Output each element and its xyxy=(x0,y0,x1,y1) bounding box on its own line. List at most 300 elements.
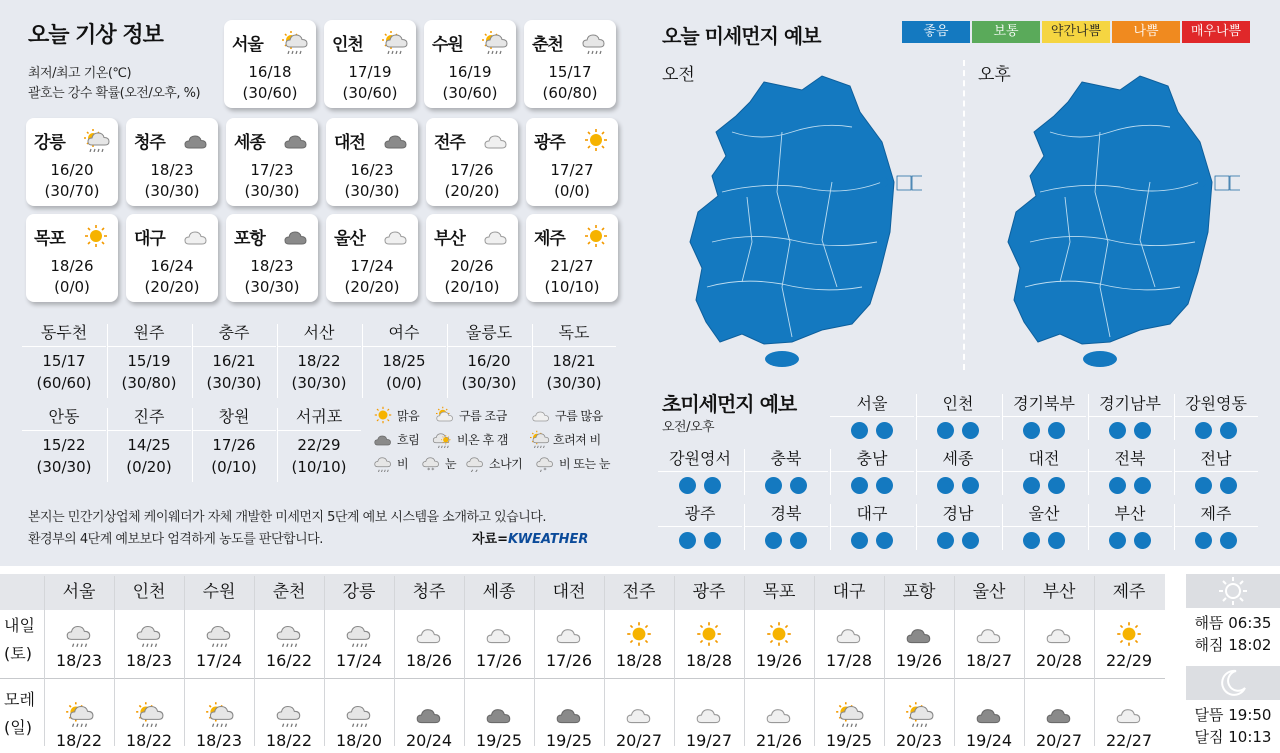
sun-cloud-rain-icon xyxy=(184,699,254,729)
city-name: 독도 xyxy=(532,322,616,347)
cloud-icon xyxy=(1094,699,1164,729)
city-name: 여수 xyxy=(362,322,446,347)
pm-level-dot xyxy=(704,532,721,549)
cloud-dark-icon xyxy=(182,128,210,152)
city-name: 창원 xyxy=(192,406,276,431)
rain-icon xyxy=(44,619,114,649)
city-temps: 18/23 (30/30) xyxy=(244,257,300,296)
col-divider xyxy=(394,576,395,746)
forecast-col-전주 xyxy=(604,572,674,753)
am-level-dot xyxy=(1023,477,1040,494)
sunrise: 해뜸 06:35 xyxy=(1194,614,1272,632)
am-level-dot xyxy=(1023,532,1040,549)
pm-region-강원영동 xyxy=(1174,392,1258,439)
col-divider xyxy=(744,576,745,746)
rain-icon xyxy=(324,619,394,649)
city-name: 수원 xyxy=(202,582,236,602)
dayafter-temp: 18/20 xyxy=(335,731,383,750)
city-temps: 20/26 (20/10) xyxy=(444,257,500,296)
cell-divider xyxy=(192,324,193,398)
cell-divider xyxy=(830,449,831,495)
city-cell-독도 xyxy=(532,322,616,394)
pm-region-울산 xyxy=(1002,502,1086,549)
cloud-icon xyxy=(604,699,674,729)
am-level-dot xyxy=(851,422,868,439)
cell-divider xyxy=(1174,394,1175,440)
city-name: 대구 xyxy=(832,582,866,602)
city-card-서울 xyxy=(224,20,316,108)
svg-text:* *: * * xyxy=(427,467,435,472)
temp-note: 최저/최고 기온(℃) xyxy=(28,66,132,81)
city-temps: 16/20 (30/30) xyxy=(461,352,517,392)
region-name: 울산 xyxy=(1002,502,1086,527)
pm-region-경남 xyxy=(916,502,1000,549)
sun-cloud-rain-icon xyxy=(884,699,954,729)
city-name: 수원 xyxy=(432,35,463,55)
city-temps: 17/24 (20/20) xyxy=(344,257,400,296)
legend-label: 비 또는 눈 xyxy=(559,456,610,471)
dayafter-temp: 19/24 xyxy=(965,731,1013,750)
region-name: 경남 xyxy=(916,502,1000,527)
city-name: 목포 xyxy=(762,582,796,602)
city-name: 광주 xyxy=(534,133,565,153)
legend-rain xyxy=(372,454,408,472)
region-name: 전남 xyxy=(1174,447,1258,472)
region-name: 경북 xyxy=(744,502,828,527)
region-name: 전북 xyxy=(1088,447,1172,472)
city-name: 서귀포 xyxy=(277,406,361,431)
dust-level-4: 매우나쁨 xyxy=(1182,21,1250,43)
cloud-dark-icon xyxy=(884,619,954,649)
city-temps: 16/24 (20/20) xyxy=(144,257,200,296)
cloud-dark-icon xyxy=(954,699,1024,729)
tomorrow-temp: 18/28 xyxy=(615,651,663,670)
rain-icon xyxy=(114,619,184,649)
city-card-세종 xyxy=(226,118,318,206)
region-name: 경기북부 xyxy=(1002,392,1086,417)
city-name: 진주 xyxy=(107,406,191,431)
dayafter-temp: 19/25 xyxy=(545,731,593,750)
city-card-수원 xyxy=(424,20,516,108)
city-temps: 15/17 (60/80) xyxy=(542,63,598,102)
tomorrow-label: 내일 (토) xyxy=(4,616,35,663)
pm-region-인천 xyxy=(916,392,1000,439)
dust-title: 오늘 미세먼지 예보 xyxy=(662,24,821,48)
cell-divider xyxy=(916,504,917,550)
cloud-icon xyxy=(534,619,604,649)
pm-level-dot xyxy=(1220,422,1237,439)
legend-label: 구름 많음 xyxy=(555,408,603,423)
legend-label: 소나기 xyxy=(489,456,523,471)
sun-cloud-rain-icon xyxy=(814,699,884,729)
pm-level-dot xyxy=(876,422,893,439)
dayafter-temp: 19/25 xyxy=(825,731,873,750)
sun-cloud-rain-icon xyxy=(44,699,114,729)
city-name: 대구 xyxy=(134,229,165,249)
cell-divider xyxy=(447,324,448,398)
dust-level-0: 좋음 xyxy=(902,21,970,43)
tomorrow-temp: 18/28 xyxy=(685,651,733,670)
forecast-col-대구 xyxy=(814,572,884,753)
sun-cloud-rain-icon xyxy=(114,699,184,729)
rain-icon xyxy=(580,30,608,54)
forecast-col-수원 xyxy=(184,572,254,753)
city-name: 세종 xyxy=(482,582,516,602)
sun-icon xyxy=(1094,619,1164,649)
cloud-icon xyxy=(482,224,510,248)
dayafter-temp: 22/27 xyxy=(1105,731,1153,750)
city-name: 동두천 xyxy=(22,322,106,347)
map-divider xyxy=(963,60,965,370)
source-credit xyxy=(472,528,588,547)
city-temps: 18/21 (30/30) xyxy=(546,352,602,392)
city-card-목포 xyxy=(26,214,118,302)
pm-region-전북 xyxy=(1088,447,1172,494)
city-name: 전주 xyxy=(434,133,465,153)
pm-level-dot xyxy=(1048,532,1065,549)
pm-level-dot xyxy=(1134,422,1151,439)
cell-divider xyxy=(744,449,745,495)
pm-region-강원영서 xyxy=(658,447,742,494)
city-cell-울릉도 xyxy=(447,322,531,394)
am-level-dot xyxy=(679,477,696,494)
col-divider xyxy=(254,576,255,746)
korea-map-am xyxy=(672,72,922,382)
pm-label: 오후 xyxy=(978,65,1011,85)
forecast-panel xyxy=(0,566,1280,748)
city-name: 전주 xyxy=(622,582,656,602)
pm-region-대전 xyxy=(1002,447,1086,494)
forecast-col-청주 xyxy=(394,572,464,753)
region-name: 강원영서 xyxy=(658,447,742,472)
cell-divider xyxy=(1002,394,1003,440)
kweather-logo: KWEATHER xyxy=(508,532,589,547)
dayafter-temp: 19/25 xyxy=(475,731,523,750)
am-level-dot xyxy=(937,422,954,439)
dayafter-temp: 18/22 xyxy=(55,731,103,750)
region-name: 세종 xyxy=(916,447,1000,472)
pm-level-dot xyxy=(876,477,893,494)
city-temps: 18/26 (0/0) xyxy=(50,257,94,296)
region-name: 충북 xyxy=(744,447,828,472)
dust-level-1: 보통 xyxy=(972,21,1040,43)
city-name: 원주 xyxy=(107,322,191,347)
pm-region-세종 xyxy=(916,447,1000,494)
pm-level-dot xyxy=(1134,477,1151,494)
tomorrow-temp: 17/28 xyxy=(825,651,873,670)
city-name: 제주 xyxy=(534,229,565,249)
city-name: 강릉 xyxy=(34,133,65,153)
city-name: 부산 xyxy=(434,229,465,249)
col-divider xyxy=(884,576,885,746)
region-name: 충남 xyxy=(830,447,914,472)
col-divider xyxy=(674,576,675,746)
forecast-col-울산 xyxy=(954,572,1024,753)
am-level-dot xyxy=(679,532,696,549)
am-level-dot xyxy=(1195,422,1212,439)
pm-level-dot xyxy=(704,477,721,494)
rain-icon xyxy=(324,699,394,729)
source-label: 자료= xyxy=(472,532,509,547)
am-level-dot xyxy=(1109,477,1126,494)
footnote-line2: 환경부의 4단계 예보보다 엄격하게 농도를 판단합니다. xyxy=(28,532,323,547)
city-temps: 18/25 (0/0) xyxy=(382,352,426,392)
city-name: 대전 xyxy=(552,582,586,602)
dust-level-3: 나쁨 xyxy=(1112,21,1180,43)
city-name: 포항 xyxy=(902,582,936,602)
cell-divider xyxy=(1174,449,1175,495)
legend-label: 구름 조금 xyxy=(459,408,507,423)
city-card-제주 xyxy=(526,214,618,302)
col-divider xyxy=(324,576,325,746)
city-name: 춘천 xyxy=(272,582,306,602)
forecast-col-목포 xyxy=(744,572,814,753)
col-divider xyxy=(114,576,115,746)
city-temps: 18/23 (30/30) xyxy=(144,161,200,200)
pm-region-충남 xyxy=(830,447,914,494)
cell-divider xyxy=(916,394,917,440)
moon-times xyxy=(1186,666,1280,748)
cloud-dark-icon xyxy=(282,224,310,248)
city-name: 세종 xyxy=(234,133,265,153)
city-card-부산 xyxy=(426,214,518,302)
rain-icon xyxy=(254,619,324,649)
cell-divider xyxy=(830,504,831,550)
city-card-대전 xyxy=(326,118,418,206)
tomorrow-temp: 16/22 xyxy=(265,651,313,670)
region-name: 서울 xyxy=(830,392,914,417)
pm-level-dot xyxy=(790,532,807,549)
cell-divider xyxy=(744,504,745,550)
cloud-dark-icon xyxy=(1024,699,1094,729)
legend-sun-cloud-rain xyxy=(528,430,601,448)
cell-divider xyxy=(1002,449,1003,495)
region-name: 부산 xyxy=(1088,502,1172,527)
sun-icon xyxy=(674,619,744,649)
pm-region-전남 xyxy=(1174,447,1258,494)
cell-divider xyxy=(1088,504,1089,550)
city-temps: 17/19 (30/60) xyxy=(342,63,398,102)
am-level-dot xyxy=(1109,532,1126,549)
sunset: 해짐 18:02 xyxy=(1194,636,1272,654)
pm-region-경기북부 xyxy=(1002,392,1086,439)
forecast-col-세종 xyxy=(464,572,534,753)
forecast-col-춘천 xyxy=(254,572,324,753)
cloud-icon xyxy=(814,619,884,649)
tomorrow-temp: 17/26 xyxy=(545,651,593,670)
forecast-col-광주 xyxy=(674,572,744,753)
cloud-icon xyxy=(744,699,814,729)
forecast-col-서울 xyxy=(44,572,114,753)
forecast-col-부산 xyxy=(1024,572,1094,753)
sun-icon xyxy=(744,619,814,649)
pm-region-부산 xyxy=(1088,502,1172,549)
pm-level-dot xyxy=(962,477,979,494)
city-name: 울산 xyxy=(972,582,1006,602)
tomorrow-temp: 18/27 xyxy=(965,651,1013,670)
am-level-dot xyxy=(765,477,782,494)
legend-cloud xyxy=(530,406,603,424)
region-name: 경기남부 xyxy=(1088,392,1172,417)
pm-level-dot xyxy=(1048,422,1065,439)
pm-level-dot xyxy=(1220,477,1237,494)
am-label: 오전 xyxy=(662,65,695,85)
dayafter-temp: 18/22 xyxy=(125,731,173,750)
cloud-dark-icon xyxy=(394,699,464,729)
korea-map-pm xyxy=(990,72,1240,382)
city-cell-창원 xyxy=(192,406,276,478)
city-name: 제주 xyxy=(1112,582,1146,602)
cell-divider xyxy=(1088,449,1089,495)
city-temps: 16/23 (30/30) xyxy=(344,161,400,200)
pm-level-dot xyxy=(1048,477,1065,494)
pm-level-dot xyxy=(962,422,979,439)
sun-icon xyxy=(1186,574,1280,608)
city-temps: 15/22 (30/30) xyxy=(36,436,92,476)
dayafter-temp: 20/23 xyxy=(895,731,943,750)
city-temps: 18/22 (30/30) xyxy=(291,352,347,392)
cloud-icon xyxy=(674,699,744,729)
legend-rain-sun xyxy=(432,430,508,448)
cell-divider xyxy=(532,324,533,398)
city-cell-진주 xyxy=(107,406,191,478)
city-name: 청주 xyxy=(412,582,446,602)
city-card-전주 xyxy=(426,118,518,206)
tomorrow-temp: 17/24 xyxy=(335,651,383,670)
svg-text:*: * xyxy=(543,467,547,472)
city-name: 안동 xyxy=(22,406,106,431)
pm-region-서울 xyxy=(830,392,914,439)
city-name: 서울 xyxy=(232,35,263,55)
dayafter-temp: 20/27 xyxy=(615,731,663,750)
city-cell-서산 xyxy=(277,322,361,394)
cell-divider xyxy=(107,324,108,398)
tomorrow-temp: 18/23 xyxy=(125,651,173,670)
city-card-강릉 xyxy=(26,118,118,206)
cell-divider xyxy=(192,408,193,482)
rain-note: 괄호는 강수 확률(오전/오후, %) xyxy=(28,86,201,101)
region-name: 제주 xyxy=(1174,502,1258,527)
dayafter-temp: 18/22 xyxy=(265,731,313,750)
city-name: 인천 xyxy=(332,35,363,55)
city-name: 광주 xyxy=(692,582,726,602)
legend-label: 흐림 xyxy=(397,432,420,447)
moon-icon xyxy=(1186,666,1280,700)
legend-label: 흐려져 비 xyxy=(553,432,601,447)
am-level-dot xyxy=(1109,422,1126,439)
ultra-sub: 오전/오후 xyxy=(662,420,715,435)
tomorrow-temp: 17/26 xyxy=(475,651,523,670)
rain-icon xyxy=(184,619,254,649)
dayafter-temp: 21/26 xyxy=(755,731,803,750)
legend-cloud-dark xyxy=(372,430,419,448)
city-cell-원주 xyxy=(107,322,191,394)
pm-level-dot xyxy=(876,532,893,549)
city-temps: 17/27 (0/0) xyxy=(550,161,594,200)
cloud-icon xyxy=(464,619,534,649)
region-name: 강원영동 xyxy=(1174,392,1258,417)
cell-divider xyxy=(1088,394,1089,440)
pm-level-dot xyxy=(1134,532,1151,549)
pm-level-dot xyxy=(790,477,807,494)
city-card-청주 xyxy=(126,118,218,206)
cell-divider xyxy=(277,408,278,482)
tomorrow-temp: 19/26 xyxy=(895,651,943,670)
city-name: 청주 xyxy=(134,133,165,153)
am-level-dot xyxy=(1195,477,1212,494)
col-divider xyxy=(814,576,815,746)
weather-title: 오늘 기상 정보 xyxy=(28,23,163,48)
col-divider xyxy=(954,576,955,746)
sun-icon xyxy=(82,224,110,248)
sun-times xyxy=(1186,574,1280,656)
col-divider xyxy=(1094,576,1095,746)
city-name: 충주 xyxy=(192,322,276,347)
dayafter-label: 모레 (일) xyxy=(4,690,35,737)
cell-divider xyxy=(277,324,278,398)
cloud-icon xyxy=(182,224,210,248)
tomorrow-temp: 19/26 xyxy=(755,651,803,670)
am-level-dot xyxy=(1195,532,1212,549)
pm-region-경북 xyxy=(744,502,828,549)
pm-region-광주 xyxy=(658,502,742,549)
moonrise: 달뜸 19:50 xyxy=(1194,706,1272,724)
legend-sun xyxy=(372,406,419,424)
col-divider xyxy=(1024,576,1025,746)
city-temps: 15/19 (30/80) xyxy=(121,352,177,392)
cell-divider xyxy=(1002,504,1003,550)
col-divider xyxy=(604,576,605,746)
sun-icon xyxy=(604,619,674,649)
pm-region-경기남부 xyxy=(1088,392,1172,439)
pm-level-dot xyxy=(962,532,979,549)
forecast-col-제주 xyxy=(1094,572,1164,753)
rain-icon xyxy=(254,699,324,729)
city-temps: 17/23 (30/30) xyxy=(244,161,300,200)
city-card-대구 xyxy=(126,214,218,302)
pm-region-대구 xyxy=(830,502,914,549)
city-temps: 14/25 (0/20) xyxy=(126,436,172,476)
col-divider xyxy=(184,576,185,746)
city-name: 울릉도 xyxy=(447,322,531,347)
city-name: 서산 xyxy=(277,322,361,347)
am-level-dot xyxy=(851,532,868,549)
sun-cloud-rain-icon xyxy=(280,30,308,54)
city-name: 강릉 xyxy=(342,582,376,602)
pm-region-제주 xyxy=(1174,502,1258,549)
city-name: 부산 xyxy=(1042,582,1076,602)
legend-sun-cloud xyxy=(434,406,507,424)
col-divider xyxy=(44,576,45,746)
city-temps: 22/29 (10/10) xyxy=(291,436,347,476)
dayafter-temp: 18/23 xyxy=(195,731,243,750)
cell-divider xyxy=(1174,504,1175,550)
am-level-dot xyxy=(851,477,868,494)
cloud-icon xyxy=(394,619,464,649)
city-temps: 15/17 (60/60) xyxy=(36,352,92,392)
dayafter-temp: 19/27 xyxy=(685,731,733,750)
forecast-col-대전 xyxy=(534,572,604,753)
sun-cloud-rain-icon xyxy=(82,128,110,152)
city-cell-서귀포 xyxy=(277,406,361,478)
am-level-dot xyxy=(1023,422,1040,439)
city-temps: 16/18 (30/60) xyxy=(242,63,298,102)
footnote-line1: 본지는 민간기상업체 케이웨더가 자체 개발한 미세먼지 5단계 예보 시스템을 소개하고 있습니다. xyxy=(28,510,546,525)
city-temps: 17/26 (20/20) xyxy=(444,161,500,200)
pm-level-dot xyxy=(1220,532,1237,549)
am-level-dot xyxy=(937,532,954,549)
city-cell-동두천 xyxy=(22,322,106,394)
